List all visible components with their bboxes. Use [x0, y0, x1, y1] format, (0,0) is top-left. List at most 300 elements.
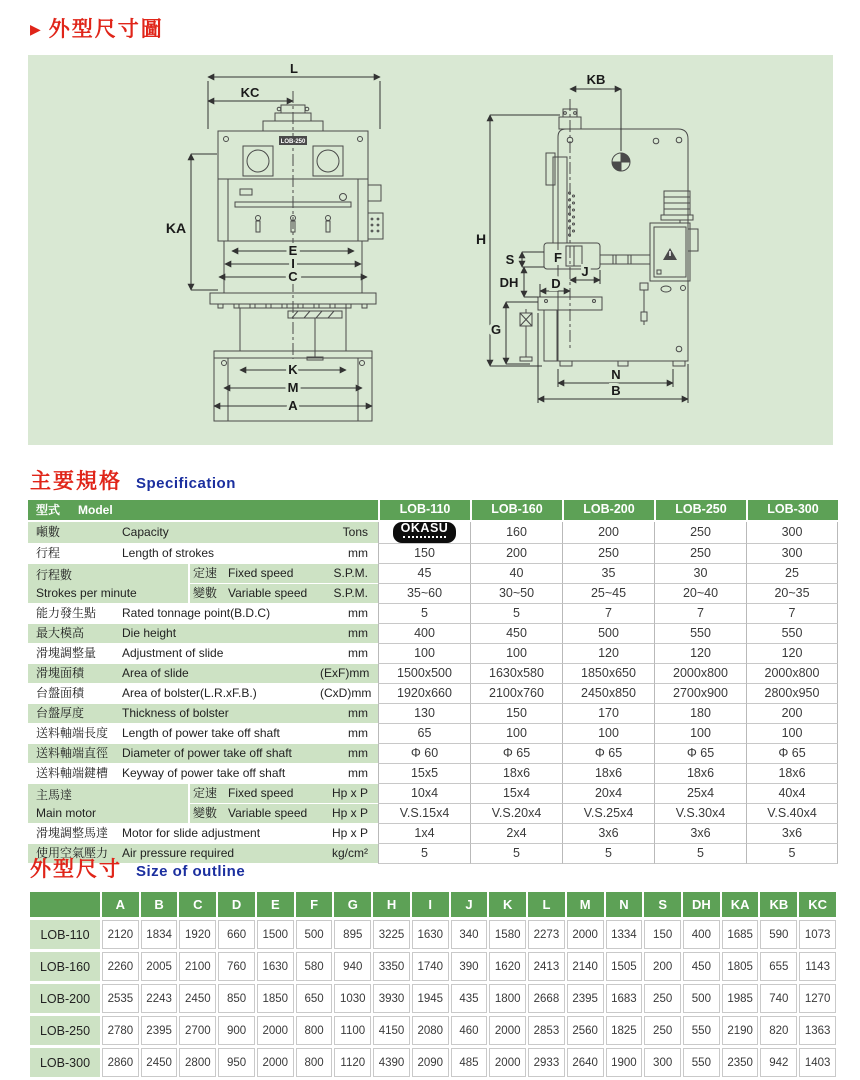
spec-label-zh: 送料軸端鍵槽	[28, 764, 118, 784]
outline-value: 800	[296, 1016, 333, 1045]
spec-value: Φ 65	[562, 744, 654, 764]
spec-value	[378, 522, 470, 544]
outline-value: 942	[760, 1048, 797, 1077]
outline-value: 1073	[799, 920, 836, 949]
spec-value: 18x6	[562, 764, 654, 784]
spec-value: 5	[378, 604, 470, 624]
outline-col-header: L	[528, 892, 565, 917]
spec-row	[28, 824, 838, 844]
spec-unit: kg/cm²	[320, 844, 378, 864]
outline-value: 2100	[179, 952, 216, 981]
spec-value: 2000x800	[654, 664, 746, 684]
spec-label-en: Diameter of power take off shaft	[118, 744, 320, 764]
spec-row	[28, 544, 838, 564]
spec-value: 500	[562, 624, 654, 644]
dim-label-N: N	[611, 367, 621, 382]
outline-value: 1985	[722, 984, 759, 1013]
outline-row	[30, 1016, 836, 1045]
press-side-view-drawing	[470, 61, 800, 439]
spec-sub-label-en: Fixed speed	[224, 564, 320, 584]
dim-label-J: J	[581, 264, 589, 279]
spec-label-zh: 送料軸端直徑	[28, 744, 118, 764]
outline-value: 500	[296, 920, 333, 949]
outline-value: 460	[451, 1016, 488, 1045]
spec-value: 5	[470, 604, 562, 624]
spec-value: 18x6	[470, 764, 562, 784]
spec-unit: Tons	[320, 522, 378, 544]
spec-value: 3x6	[562, 824, 654, 844]
outline-col-header: F	[296, 892, 333, 917]
outline-value: 200	[644, 952, 681, 981]
outline-value: 390	[451, 952, 488, 981]
outline-value: 800	[296, 1048, 333, 1077]
outline-value: 2450	[141, 1048, 178, 1077]
spec-label-en: Length of power take off shaft	[118, 724, 320, 744]
spec-value: 15x5	[378, 764, 470, 784]
spec-unit: Hp x P	[320, 804, 378, 824]
spec-group-label	[28, 784, 188, 824]
outline-row	[30, 952, 836, 981]
spec-value: 150	[378, 544, 470, 564]
spec-value: 200	[746, 704, 838, 724]
spec-unit: mm	[320, 624, 378, 644]
spec-value: 2100x760	[470, 684, 562, 704]
outline-col-header: N	[606, 892, 643, 917]
outline-value: 2535	[102, 984, 139, 1013]
outline-value: 1800	[489, 984, 526, 1013]
outline-value: 550	[683, 1016, 720, 1045]
outline-value: 2560	[567, 1016, 604, 1045]
spec-row	[28, 564, 838, 584]
spec-value: 1x4	[378, 824, 470, 844]
outline-title-en: Size of outline	[136, 863, 246, 880]
spec-group-label-en: Main motor	[36, 805, 97, 820]
spec-value: 120	[654, 644, 746, 664]
spec-row	[28, 664, 838, 684]
outline-value: 2000	[257, 1016, 294, 1045]
spec-row	[28, 624, 838, 644]
spec-value: Φ 60	[378, 744, 470, 764]
outline-value: 2413	[528, 952, 565, 981]
spec-value: 5	[654, 844, 746, 864]
outline-value: 1030	[334, 984, 371, 1013]
outline-value: 2450	[179, 984, 216, 1013]
spec-value: 7	[562, 604, 654, 624]
dim-label-L: L	[290, 61, 298, 76]
brand-watermark-text: OKASU	[400, 522, 449, 535]
outline-value: 3930	[373, 984, 410, 1013]
spec-value: 100	[746, 724, 838, 744]
outline-value: 3350	[373, 952, 410, 981]
spec-label-zh: 台盤厚度	[28, 704, 118, 724]
spec-label-en: Motor for slide adjustment	[118, 824, 320, 844]
outline-value: 895	[334, 920, 371, 949]
spec-model-name: LOB-160	[470, 500, 562, 522]
outline-value: 2080	[412, 1016, 449, 1045]
spec-row	[28, 604, 838, 624]
outline-col-header: K	[489, 892, 526, 917]
outline-value: 2640	[567, 1048, 604, 1077]
spec-value: 20~35	[746, 584, 838, 604]
outline-col-header: C	[179, 892, 216, 917]
outline-value: 1505	[606, 952, 643, 981]
spec-value: 3x6	[654, 824, 746, 844]
brand-watermark-tagline	[403, 536, 447, 541]
spec-value: 300	[746, 544, 838, 564]
outline-value: 900	[218, 1016, 255, 1045]
spec-model-name: LOB-200	[562, 500, 654, 522]
outline-value: 1683	[606, 984, 643, 1013]
spec-row	[28, 704, 838, 724]
spec-value: 2000x800	[746, 664, 838, 684]
spec-model-name: LOB-300	[746, 500, 838, 522]
outline-value: 500	[683, 984, 720, 1013]
spec-value: 300	[746, 522, 838, 544]
outline-value: 4390	[373, 1048, 410, 1077]
spec-value: 1500x500	[378, 664, 470, 684]
spec-value: 100	[470, 724, 562, 744]
outline-value: 580	[296, 952, 333, 981]
spec-group-label-zh: 主馬達	[36, 787, 73, 802]
spec-label-en: Capacity	[118, 522, 320, 544]
spec-row	[28, 744, 838, 764]
outline-col-header: A	[102, 892, 139, 917]
dim-label-A: A	[288, 398, 298, 413]
outline-value: 655	[760, 952, 797, 981]
spec-row	[28, 644, 838, 664]
spec-value: 7	[746, 604, 838, 624]
spec-value: 10x4	[378, 784, 470, 804]
outline-col-header: KC	[799, 892, 836, 917]
spec-value: 40	[470, 564, 562, 584]
spec-value: 5	[470, 844, 562, 864]
dim-label-M: M	[287, 380, 299, 395]
spec-value: 120	[746, 644, 838, 664]
spec-value: 250	[654, 522, 746, 544]
spec-value: 30~50	[470, 584, 562, 604]
spec-value: 1920x660	[378, 684, 470, 704]
dim-label-F: F	[554, 250, 562, 265]
dim-label-G: G	[490, 322, 502, 337]
outline-value: 2800	[179, 1048, 216, 1077]
outline-title-zh: 外型尺寸	[30, 858, 122, 881]
outline-value: 2190	[722, 1016, 759, 1045]
spec-sub-label-zh: 變數	[188, 584, 224, 604]
outline-value: 1580	[489, 920, 526, 949]
outline-value: 1500	[257, 920, 294, 949]
spec-label-en: Adjustment of slide	[118, 644, 320, 664]
spec-label-zh: 滑塊調整量	[28, 644, 118, 664]
outline-diagram-heading	[30, 13, 164, 43]
spec-label-en: Area of slide	[118, 664, 320, 684]
dim-label-H: H	[475, 231, 487, 247]
outline-value: 435	[451, 984, 488, 1013]
outline-value: 760	[218, 952, 255, 981]
spec-label-en: Area of bolster(L.R.xF.B.)	[118, 684, 320, 704]
outline-value: 1403	[799, 1048, 836, 1077]
spec-label-zh: 送料軸端長度	[28, 724, 118, 744]
outline-value: 1620	[489, 952, 526, 981]
outline-row	[30, 920, 836, 949]
outline-value: 1100	[334, 1016, 371, 1045]
outline-value: 950	[218, 1048, 255, 1077]
spec-unit: mm	[320, 704, 378, 724]
spec-value: 450	[470, 624, 562, 644]
outline-value: 2860	[102, 1048, 139, 1077]
spec-unit: (ExF)mm	[320, 664, 378, 684]
spec-value: 100	[562, 724, 654, 744]
outline-value: 4150	[373, 1016, 410, 1045]
spec-label-zh: 滑塊面積	[28, 664, 118, 684]
outline-value: 2000	[257, 1048, 294, 1077]
outline-header-row	[30, 892, 836, 917]
spec-value: 18x6	[746, 764, 838, 784]
outline-value: 2000	[567, 920, 604, 949]
specification-table	[28, 500, 838, 864]
spec-value: 200	[562, 522, 654, 544]
outline-value: 740	[760, 984, 797, 1013]
spec-label-zh: 滑塊調整馬達	[28, 824, 118, 844]
spec-value: 35~60	[378, 584, 470, 604]
outline-value: 2243	[141, 984, 178, 1013]
spec-model-name: LOB-250	[654, 500, 746, 522]
outline-value: 450	[683, 952, 720, 981]
outline-value: 1805	[722, 952, 759, 981]
spec-value: 200	[470, 544, 562, 564]
spec-value: V.S.20x4	[470, 804, 562, 824]
dim-label-B: B	[611, 383, 621, 398]
spec-row	[28, 724, 838, 744]
spec-value: 40x4	[746, 784, 838, 804]
spec-value: 18x6	[654, 764, 746, 784]
spec-value: 160	[470, 522, 562, 544]
spec-group-label-en: Strokes per minute	[36, 585, 137, 600]
spec-value: 3x6	[746, 824, 838, 844]
outline-size-heading	[30, 853, 245, 883]
outline-value: 2000	[489, 1016, 526, 1045]
spec-value: 5	[746, 844, 838, 864]
outline-value: 1120	[334, 1048, 371, 1077]
outline-value: 150	[644, 920, 681, 949]
spec-value: 2450x850	[562, 684, 654, 704]
spec-value: 25x4	[654, 784, 746, 804]
dim-label-DH: DH	[499, 275, 519, 290]
dim-label-S: S	[505, 252, 515, 267]
spec-value: 15x4	[470, 784, 562, 804]
spec-label-zh: 行程	[28, 544, 118, 564]
outline-value: 2933	[528, 1048, 565, 1077]
spec-label-zh: 台盤面積	[28, 684, 118, 704]
outline-value: 2140	[567, 952, 604, 981]
outline-col-header: D	[218, 892, 255, 917]
outline-value: 650	[296, 984, 333, 1013]
spec-model-header	[28, 500, 378, 522]
outline-row	[30, 984, 836, 1013]
outline-col-header: J	[451, 892, 488, 917]
spec-value: 5	[562, 844, 654, 864]
outline-value: 2260	[102, 952, 139, 981]
outline-diagram-title: 外型尺寸圖	[48, 18, 164, 41]
outline-value: 1363	[799, 1016, 836, 1045]
spec-unit: mm	[320, 544, 378, 564]
spec-title-zh: 主要規格	[30, 470, 122, 493]
outline-value: 940	[334, 952, 371, 981]
spec-model-header-zh: 型式	[36, 502, 61, 517]
outline-value: 590	[760, 920, 797, 949]
spec-label-en: Thickness of bolster	[118, 704, 320, 724]
spec-model-header-en: Model	[78, 502, 113, 517]
outline-col-header: E	[257, 892, 294, 917]
outline-value: 1270	[799, 984, 836, 1013]
spec-row	[28, 522, 838, 544]
press-front-view-drawing	[140, 61, 440, 439]
dim-label-E: E	[288, 243, 298, 258]
spec-value: 5	[378, 844, 470, 864]
outline-value: 2120	[102, 920, 139, 949]
spec-value: 400	[378, 624, 470, 644]
dim-label-D: D	[551, 276, 561, 291]
outline-value: 340	[451, 920, 488, 949]
outline-value: 2000	[489, 1048, 526, 1077]
outline-value: 1740	[412, 952, 449, 981]
machine-nameplate: LOB-250	[280, 139, 306, 145]
outline-value: 3225	[373, 920, 410, 949]
spec-sub-label-en: Variable speed	[224, 584, 320, 604]
outline-corner-cell	[30, 892, 100, 917]
outline-col-header: B	[141, 892, 178, 917]
spec-unit: mm	[320, 604, 378, 624]
spec-value: V.S.15x4	[378, 804, 470, 824]
outline-value: 1685	[722, 920, 759, 949]
outline-value: 1143	[799, 952, 836, 981]
dim-label-K: K	[288, 362, 298, 377]
outline-value: 2395	[141, 1016, 178, 1045]
spec-unit: mm	[320, 764, 378, 784]
spec-value: Φ 65	[746, 744, 838, 764]
outline-value: 2700	[179, 1016, 216, 1045]
spec-header-row	[28, 500, 838, 522]
spec-sub-label-en: Variable speed	[224, 804, 320, 824]
outline-value: 1834	[141, 920, 178, 949]
spec-value: Φ 65	[654, 744, 746, 764]
spec-label-zh: 能力發生點	[28, 604, 118, 624]
outline-value: 1900	[606, 1048, 643, 1077]
spec-value: 100	[470, 644, 562, 664]
spec-value: 2x4	[470, 824, 562, 844]
outline-value: 1334	[606, 920, 643, 949]
outline-value: 485	[451, 1048, 488, 1077]
spec-unit: Hp x P	[320, 784, 378, 804]
spec-unit: S.P.M.	[320, 564, 378, 584]
spec-value: 25~45	[562, 584, 654, 604]
outline-value: 1630	[257, 952, 294, 981]
spec-label-zh: 使用空氣壓力	[28, 844, 118, 864]
spec-group-label	[28, 564, 188, 604]
spec-value: 130	[378, 704, 470, 724]
spec-value: 250	[562, 544, 654, 564]
spec-value: 20x4	[562, 784, 654, 804]
outline-value: 1920	[179, 920, 216, 949]
spec-title-en: Specification	[136, 475, 236, 492]
spec-value: 2700x900	[654, 684, 746, 704]
spec-unit: mm	[320, 644, 378, 664]
outline-value: 2090	[412, 1048, 449, 1077]
spec-heading	[30, 465, 236, 495]
outline-value: 820	[760, 1016, 797, 1045]
spec-group-label-zh: 行程數	[36, 567, 73, 582]
spec-value: 550	[654, 624, 746, 644]
spec-value: V.S.30x4	[654, 804, 746, 824]
outline-value: 400	[683, 920, 720, 949]
spec-unit: mm	[320, 744, 378, 764]
outline-value: 1630	[412, 920, 449, 949]
spec-unit: Hp x P	[320, 824, 378, 844]
spec-value: 100	[654, 724, 746, 744]
outline-model-name: LOB-110	[30, 920, 100, 949]
spec-value: 100	[378, 644, 470, 664]
dim-label-KB: KB	[586, 72, 606, 87]
spec-value: 30	[654, 564, 746, 584]
outline-value: 1945	[412, 984, 449, 1013]
spec-value: Φ 65	[470, 744, 562, 764]
spec-value: 7	[654, 604, 746, 624]
spec-unit: mm	[320, 724, 378, 744]
spec-label-en: Die height	[118, 624, 320, 644]
dim-label-C: C	[288, 269, 298, 284]
outline-value: 250	[644, 1016, 681, 1045]
spec-label-en: Air pressure required	[118, 844, 320, 864]
dim-label-KA: KA	[165, 220, 187, 236]
spec-label-zh: 噸數	[28, 522, 118, 544]
outline-value: 2395	[567, 984, 604, 1013]
outline-value: 1850	[257, 984, 294, 1013]
spec-model-name: LOB-110	[378, 500, 470, 522]
spec-label-en: Keyway of power take off shaft	[118, 764, 320, 784]
outline-value: 2780	[102, 1016, 139, 1045]
spec-value: 35	[562, 564, 654, 584]
outline-col-header: G	[334, 892, 371, 917]
outline-value: 300	[644, 1048, 681, 1077]
outline-model-name: LOB-300	[30, 1048, 100, 1077]
outline-col-header: S	[644, 892, 681, 917]
spec-value: 170	[562, 704, 654, 724]
outline-value: 250	[644, 984, 681, 1013]
spec-value: 180	[654, 704, 746, 724]
outline-value: 660	[218, 920, 255, 949]
spec-label-zh: 最大模高	[28, 624, 118, 644]
spec-label-en: Rated tonnage point(B.D.C)	[118, 604, 320, 624]
outline-model-name: LOB-200	[30, 984, 100, 1013]
outline-model-name: LOB-160	[30, 952, 100, 981]
spec-value: 150	[470, 704, 562, 724]
spec-value: 550	[746, 624, 838, 644]
outline-value: 850	[218, 984, 255, 1013]
outline-col-header: KA	[722, 892, 759, 917]
outline-value: 2273	[528, 920, 565, 949]
brand-watermark	[393, 522, 457, 543]
spec-value: 45	[378, 564, 470, 584]
outline-value: 1825	[606, 1016, 643, 1045]
outline-col-header: H	[373, 892, 410, 917]
spec-value: V.S.25x4	[562, 804, 654, 824]
spec-value: 120	[562, 644, 654, 664]
outline-model-name: LOB-250	[30, 1016, 100, 1045]
outline-value: 2668	[528, 984, 565, 1013]
dim-label-KC: KC	[240, 85, 260, 100]
spec-value: 2800x950	[746, 684, 838, 704]
outline-value: 2853	[528, 1016, 565, 1045]
spec-value: V.S.40x4	[746, 804, 838, 824]
